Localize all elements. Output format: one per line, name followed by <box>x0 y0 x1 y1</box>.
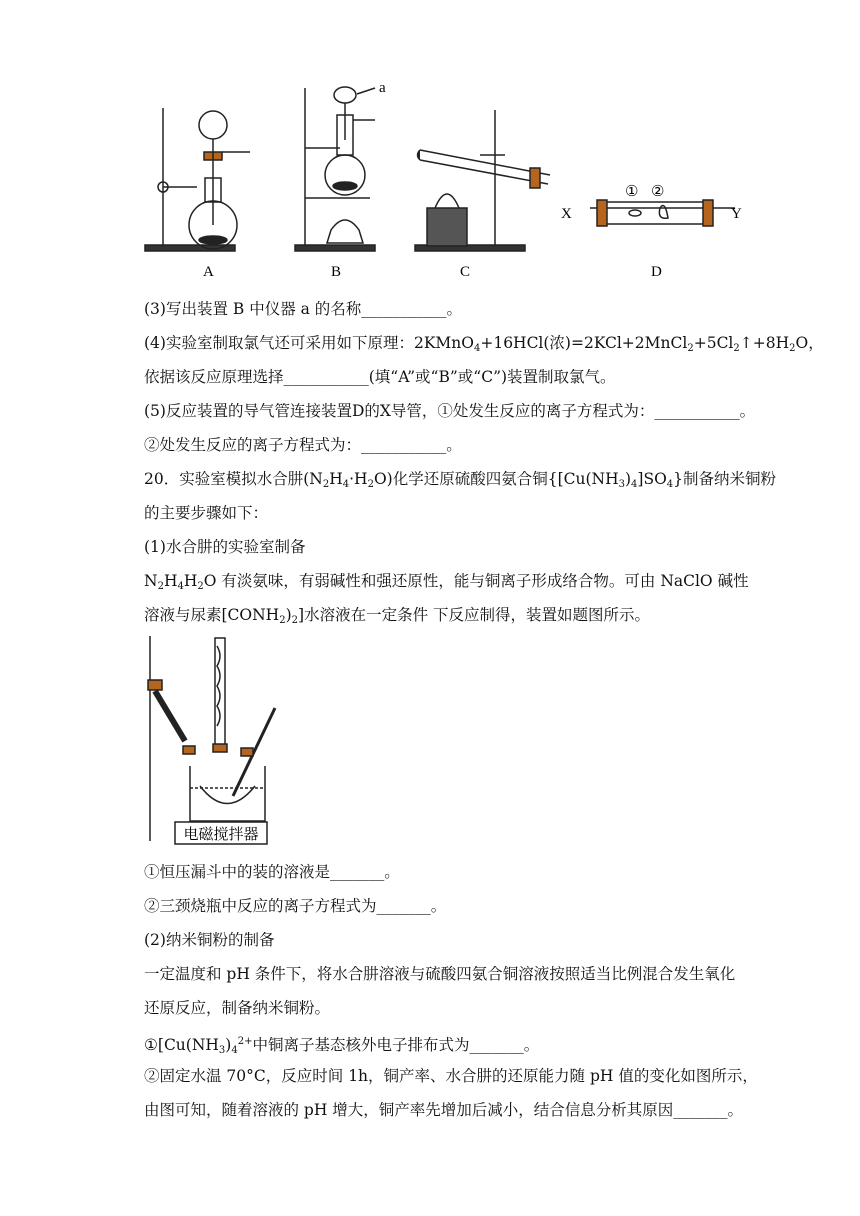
apparatus-figure-stirrer <box>145 636 295 848</box>
c2-line2: 由图可知，随着溶液的 pH 增大，铜产率先增加后减小，结合信息分析其原因_______。 <box>144 1101 744 1119</box>
q3-line: (3)写出装置 B 中仪器 a 的名称___________。 <box>144 300 463 318</box>
apparatus-figure-abcd <box>135 80 755 285</box>
q4-line1: (4)实验室制取氯气还可采用如下原理：2KMnO$_4$+16HCl(浓)$=2KCl+2MnCl_2+5Cl_2↑+8H_2O$， <box>144 334 824 354</box>
label-a: a <box>379 80 386 96</box>
sub1-line: ①恒压漏斗中的装的溶液是_______。 <box>144 863 400 881</box>
q20-line1: 20．实验室模拟水合肼$(N_2H_4\cdot H_2O)$化学还原硫酸四氨合铜$\{[Cu(NH_3)_4]SO_4\}$制备纳米铜粉 <box>144 470 777 490</box>
q5-line1: (5)反应装置的导气管连接装置D的X导管，①处发生反应的离子方程式为：___________。 <box>144 402 756 420</box>
part2-line2: 还原反应，制备纳米铜粉。 <box>144 999 331 1017</box>
part2-title: (2)纳米铜粉的制备 <box>144 931 275 949</box>
label-p2: ② <box>651 184 665 200</box>
c2-line1: ②固定水温 70°C，反应时间 1h，铜产率、水合肼的还原能力随 pH 值的变化如图所示， <box>144 1067 758 1085</box>
sub2-line: ②三颈烧瓶中反应的离子方程式为_______。 <box>144 897 447 915</box>
label-B: B <box>331 264 342 280</box>
label-p1: ① <box>625 184 639 200</box>
part1-line1: $N_2H_4H_2O$ 有淡氨味，有弱碱性和强还原性，能与铜离子形成络合物。可由 NaClO 碱性 <box>144 572 749 592</box>
q4-line2: 依据该反应原理选择___________(填“A”或“B”或“C”)装置制取氯气。 <box>144 368 616 386</box>
label-D: D <box>651 264 662 280</box>
label-x: X <box>561 206 572 222</box>
part1-title: (1)水合肼的实验室制备 <box>144 538 306 556</box>
q5-line2: ②处发生反应的离子方程式为：___________。 <box>144 436 462 454</box>
part2-line1: 一定温度和 pH 条件下，将水合肼溶液与硫酸四氨合铜溶液按照适当比例混合发生氧化 <box>144 965 736 983</box>
part1-line2: 溶液与尿素$[CONH_2)_2$]水溶液在一定条件 下反应制得，装置如题图所示。 <box>144 606 650 626</box>
label-y: Y <box>731 206 742 222</box>
c1-line: $①[Cu(NH_3)_4^{2+}$中铜离子基态核外电子排布式为_______。 <box>144 1036 540 1056</box>
label-C: C <box>460 264 471 280</box>
label-A: A <box>203 264 214 280</box>
stirrer-label: 电磁搅拌器 <box>183 825 259 843</box>
q20-line2: 的主要步骤如下： <box>144 504 269 522</box>
